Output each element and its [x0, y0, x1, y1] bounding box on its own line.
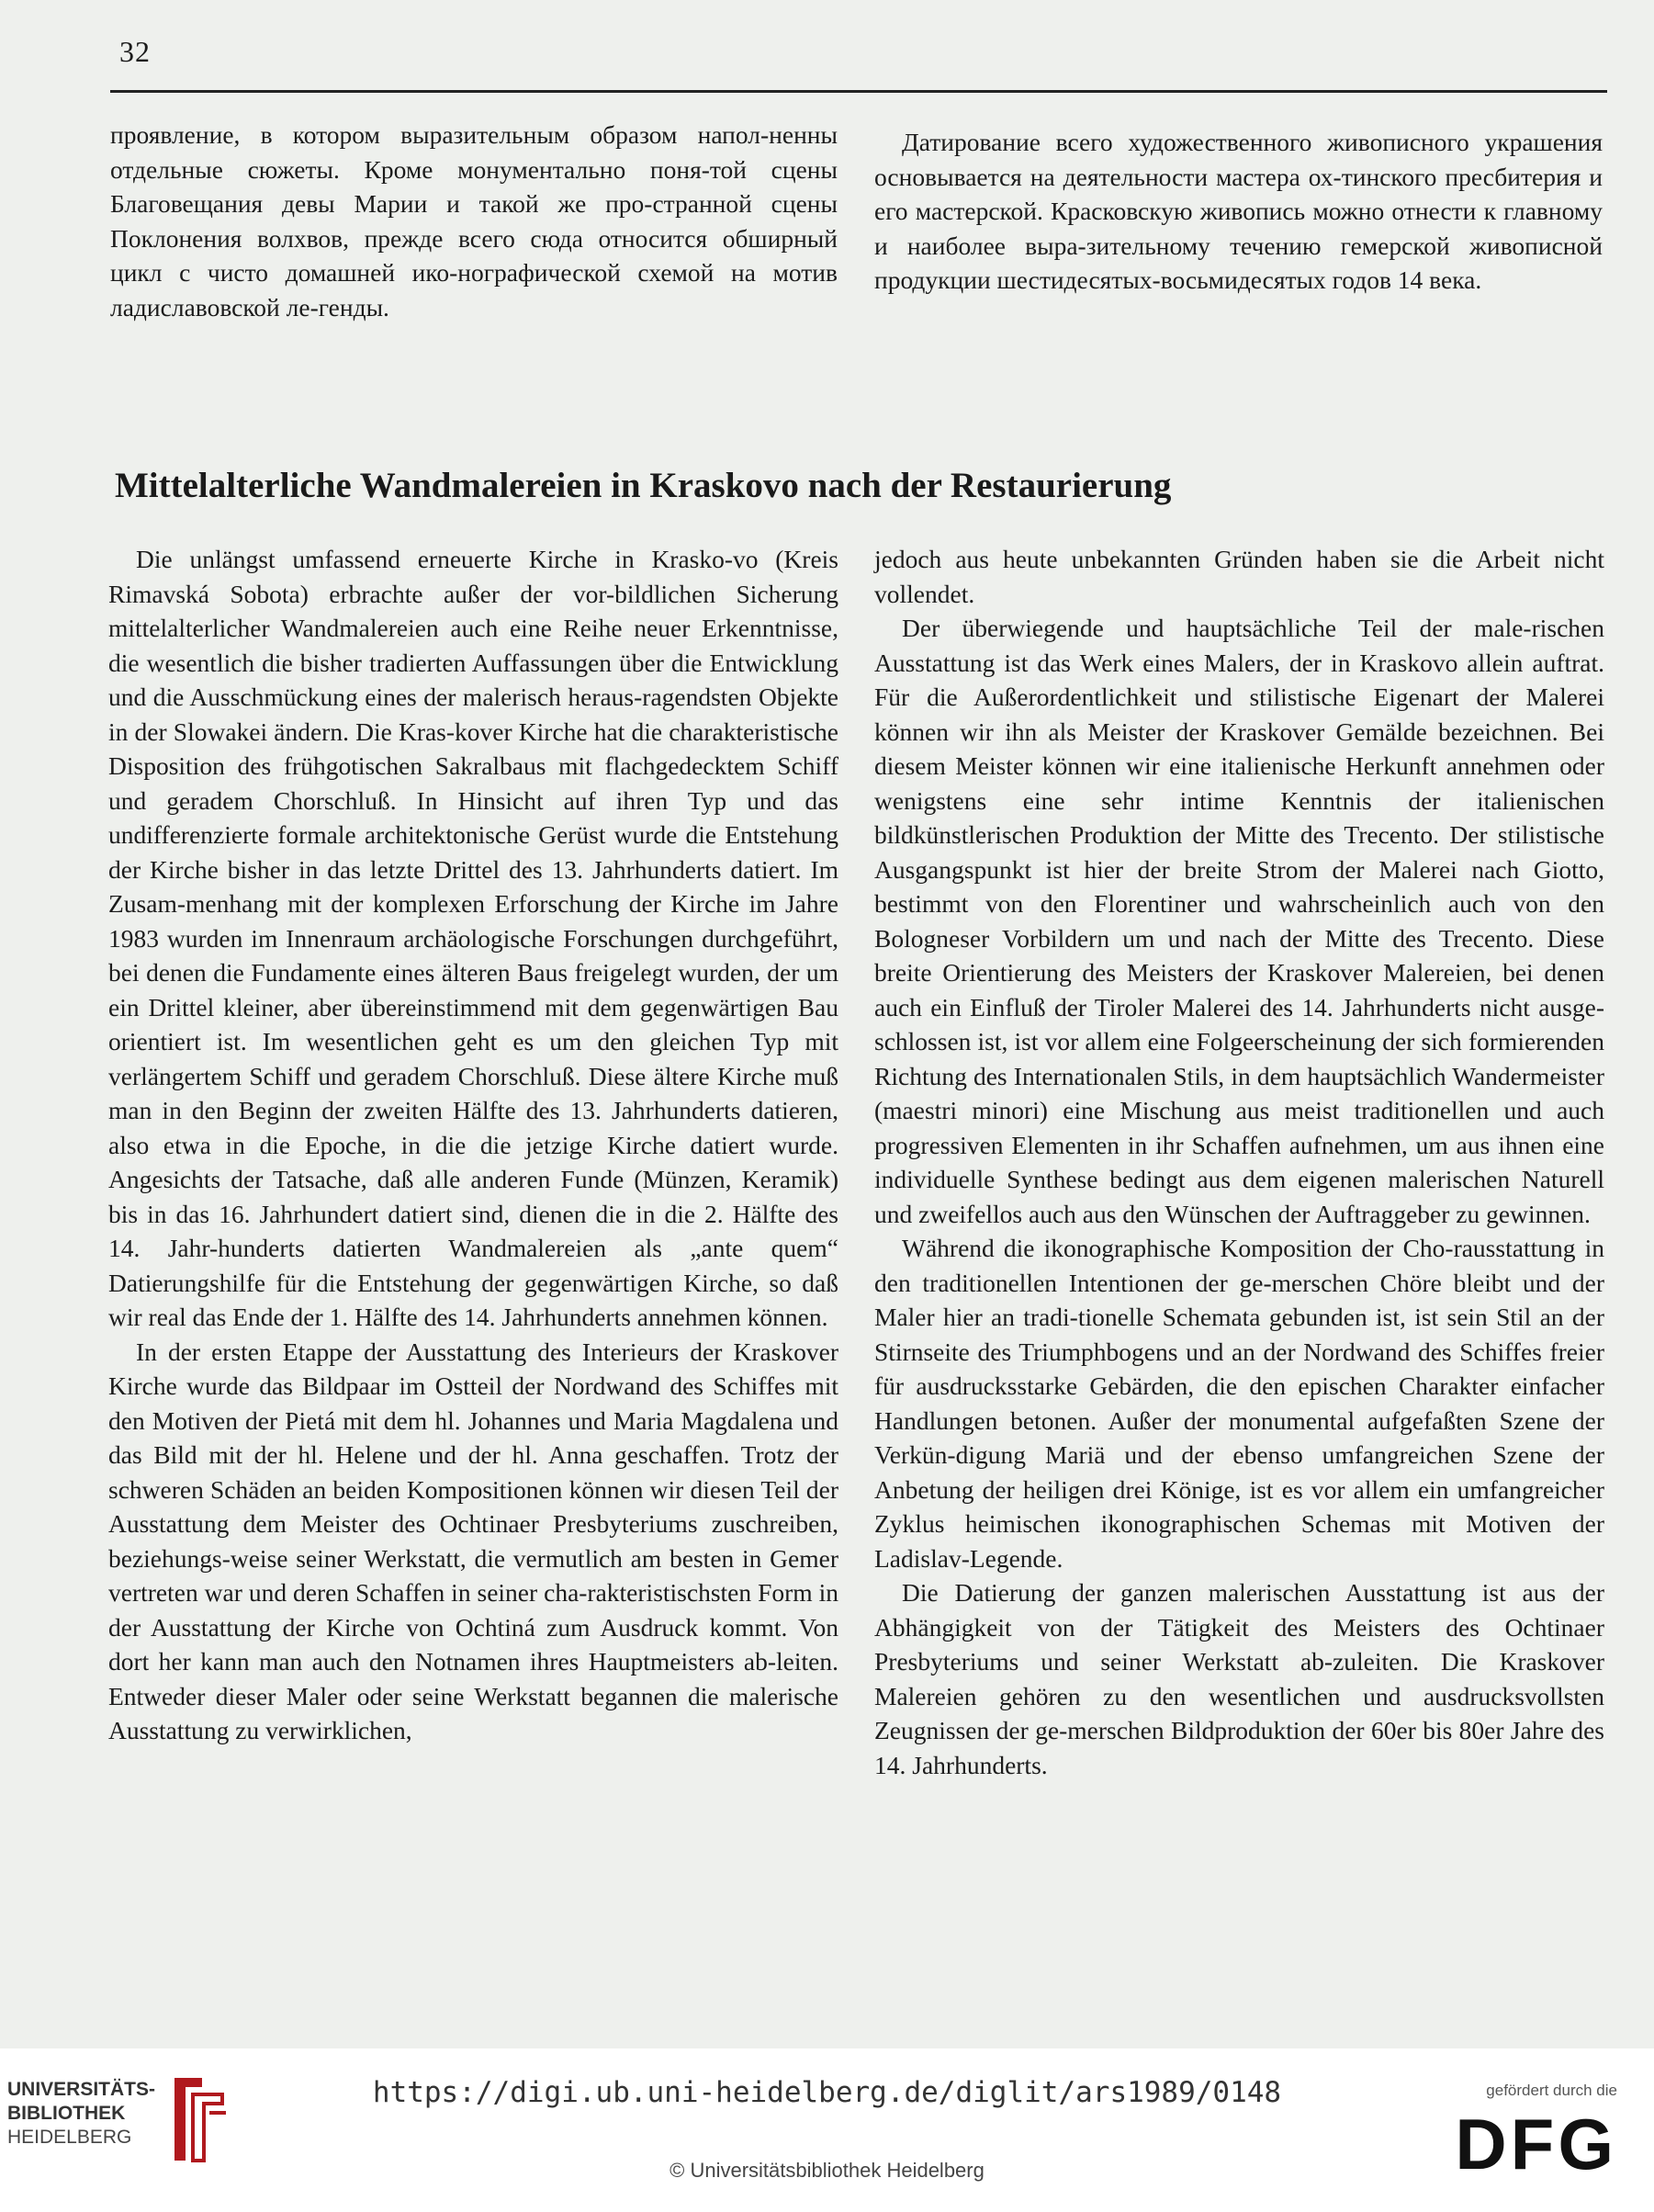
library-name-line: HEIDELBERG [7, 2127, 132, 2148]
article-title: Mittelalterliche Wandmalereien in Kraskovo nach der Restaurierung [115, 466, 1172, 506]
funding-note: gefördert durch die [1486, 2082, 1617, 2099]
russian-summary-left-column [110, 118, 838, 324]
header-rule [110, 90, 1607, 93]
russian-summary-paragraph: проявление, в котором выразительным образом напол-ненны отдельные сюжеты. Кроме монументально поня-той сцены Благовещания девы Марии и такой же про-странной сцены Поклонения волхвов, прежде всего сюда относится обширный цикл с чисто домашней ико-нографической схемой на мотив ладиславовской ле-генды. [110, 120, 838, 322]
library-name-line: UNIVERSITÄTS- [7, 2079, 156, 2100]
article-paragraph: Die unlängst umfassend erneuerte Kirche in Krasko-vo (Kreis Rimavská Sobota) erbrachte außer der vor-bildlichen Sicherung mittelalterlicher Wandmalereien auch eine Reihe neuer Erkenntnisse, die wesentlich die bisher tradierten Auffassungen über die Entwicklung und die Ausschmückung eines der malerisch heraus-ragendsten Objekte in der Slowakei ändern. Die Kras-kover Kirche hat die charakteristische Disposition des frühgotischen Sakralbaus mit flachgedecktem Schiff und geradem Chorschluß. In Hinsicht auf ihren Typ und das undifferenzierte formale architektonische Gerüst wurde die Entstehung der Kirche bisher in das letzte Drittel des 13. Jahrhunderts datiert. Im Zusam-menhang mit der komplexen Erforschung der Kirche im Jahre 1983 wurden im Innenraum archäologische Forschungen durchgeführt, bei denen die Fundamente eines älteren Baus freigelegt wurden, der um ein Drittel kleiner, aber übereinstimmend mit dem gegenwärtigen Bau orientiert ist. Im wesentlichen geht es um den gleichen Typ mit verlängertem Schiff und geradem Chorschluß. Diese ältere Kirche muß man in den Beginn der zweiten Hälfte des 13. Jahrhunderts datieren, also etwa in die Epoche, in die die jetzige Kirche datiert wurde. Angesichts der Tatsache, daß alle anderen Funde (Münzen, Keramik) bis in das 16. Jahrhundert datiert sind, dienen die in die 2. Hälfte des 14. Jahr-hunderts datierten Wandmalereien als „ante quem“ Datierungshilfe für die Entstehung der gegenwärtigen Kirche, so daß wir real das Ende der 1. Hälfte des 14. Jahrhunderts annehmen können. [108, 545, 838, 1331]
article-paragraph: Die Datierung der ganzen malerischen Ausstattung ist aus der Abhängigkeit von der Tätigkeit des Meisters des Ochtinaer Presbyteriums und seiner Werkstatt ab-zuleiten. Die Kraskover Malereien gehören zu den wesentlichen und ausdrucksvollsten Zeugnissen der ge-merschen Bildproduktion der 60er bis 80er Jahre des 14. Jahrhunderts. [874, 1578, 1604, 1779]
article-left-column [108, 542, 838, 1748]
russian-summary-right-column [874, 125, 1603, 298]
article-paragraph: Während die ikonographische Komposition der Cho-rausstattung in den traditionellen Intentionen der ge-merschen Chöre bleibt und der Maler hier an tradi-tionelle Schemata gebunden ist, ist sein Stil an der Stirnseite des Triumphbogens und an der Nordwand des Schiffes freier für ausdrucksstarke Gebärden, die den epischen Charakter einfacher Handlungen betonen. Außer der monumental aufgefaßten Szene der Verkün-digung Mariä und der ebenso umfangreichen Szene der Anbetung der heiligen drei Könige, ist es vor allem ein umfangreicher Zyklus heimischen ikonographischen Schemas mit Motiven der Ladislav-Legende. [874, 1234, 1604, 1573]
page-number: 32 [119, 35, 151, 68]
article-paragraph: Der überwiegende und hauptsächliche Teil der male-rischen Ausstattung ist das Werk eines Malers, der in Kraskovo allein auftrat. Für die Außerordentlichkeit und stilistische Eigenart der Malerei können wir ihn als Meister der Kraskover Gemälde bezeichnen. Bei diesem Meister können wir eine italienische Herkunft annehmen oder wenigstens eine sehr intime Kenntnis der italienischen bildkünstlerischen Produktion der Mitte des Trecento. Der stilistische Ausgangspunkt ist hier der breite Strom der Malerei nach Giotto, bestimmt von den Florentiner und wahrscheinlich auch von den Bologneser Vorbildern um und nach der Mitte des Trecento. Diese breite Orientierung des Meisters der Kraskover Malereien, bei denen auch ein Einfluß der Tiroler Malerei des 14. Jahrhunderts nicht ausge-schlossen ist, ist vor allem eine Folgeerscheinung der sich formierenden Richtung des Internationalen Stils, in dem hauptsächlich Wandermeister (maestri minori) eine Mischung aus meist traditionellen und auch progressiven Elementen in ihr Schaffen aufnehmen, um aus ihnen eine individuelle Synthese bedingt aus dem eigenen malerischen Naturell und zweifellos auch aus den Wünschen der Auftraggeber zu gewinnen. [874, 614, 1604, 1228]
russian-summary-paragraph: Датирование всего художественного живописного украшения основывается на деятельности мастера ох-тинского пресбитерия и его мастерской. Красковскую живопись можно отнести к главному и наиболее выра-зительному течению гемерской живописной продукции шестидесятых-восьмидесятых годов 14 века. [874, 128, 1603, 294]
dfg-logo[interactable]: DFG [1455, 2104, 1617, 2184]
article-right-column [874, 542, 1604, 1782]
permalink-url[interactable]: https://digi.ub.uni-heidelberg.de/diglit/ars1989/0148 [372, 2076, 1282, 2109]
copyright-notice: © Universitätsbibliothek Heidelberg [669, 2159, 985, 2182]
library-name-line: BIBLIOTHEK [7, 2103, 126, 2124]
article-paragraph: jedoch aus heute unbekannten Gründen haben sie die Arbeit nicht vollendet. [874, 545, 1604, 608]
viewer-footer [0, 2048, 1654, 2212]
article-paragraph: In der ersten Etappe der Ausstattung des Interieurs der Kraskover Kirche wurde das Bildpaar im Ostteil der Nordwand des Schiffes mit den Motiven der Pietá mit dem hl. Johannes und Maria Magdalena und das Bild mit der hl. Helene und der hl. Anna geschaffen. Trotz der schweren Schäden an beiden Kompositionen können wir diesen Teil der Ausstattung dem Meister des Ochtinaer Presbyteriums zuschreiben, beziehungs-weise seiner Werkstatt, die vermutlich am besten in Gemer vertreten war und deren Schaffen in seiner cha-rakteristischsten Form in der Ausstattung der Kirche von Ochtiná zum Ausdruck kommt. Von dort her kann man auch den Notnamen ihres Hauptmeisters ab-leiten. Entweder dieser Maler oder seine Werkstatt begannen die malerische Ausstattung zu verwirklichen, [108, 1337, 838, 1744]
